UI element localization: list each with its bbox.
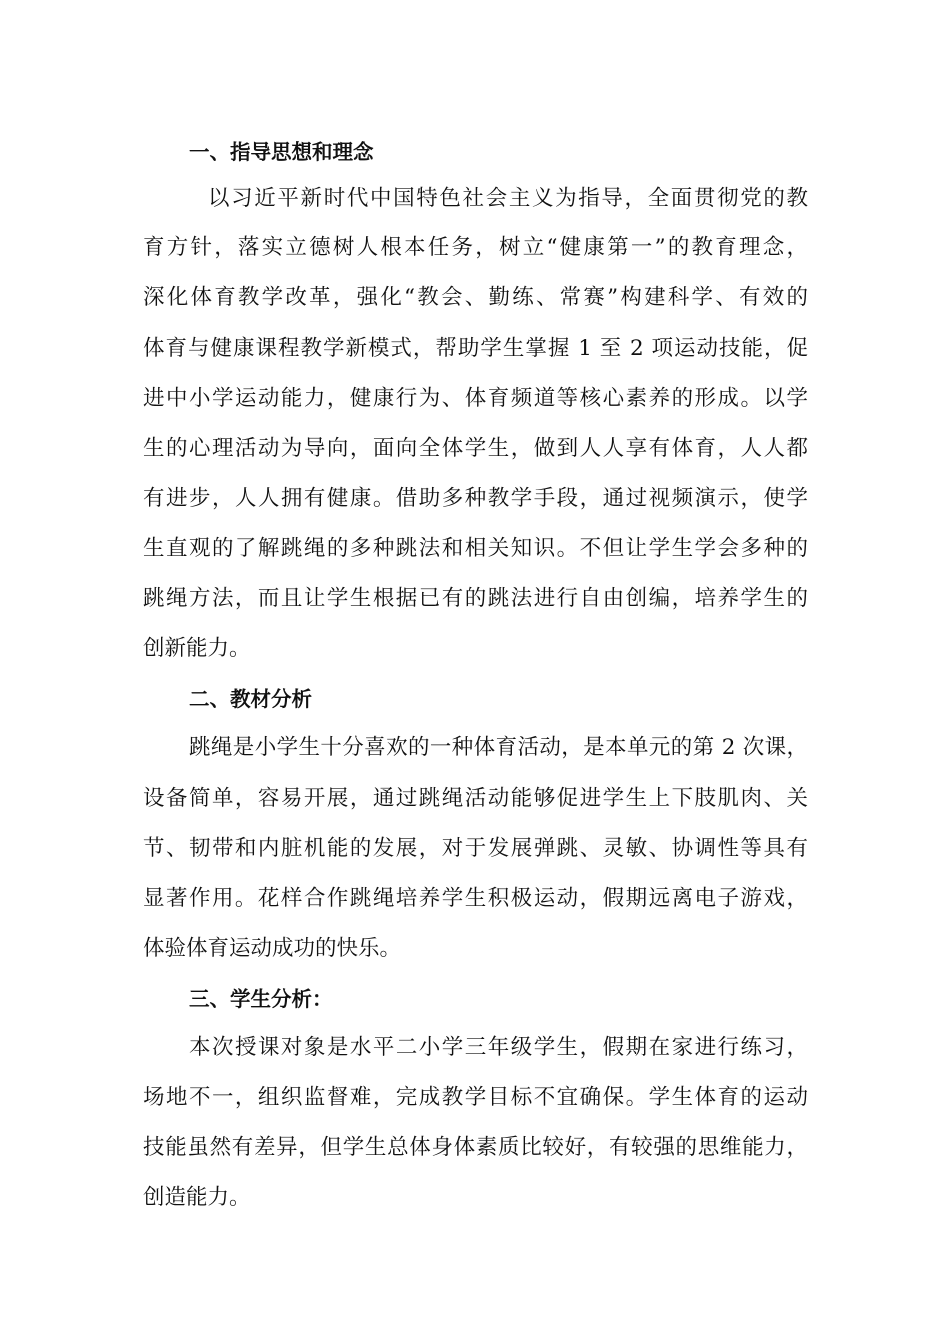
paragraph-line: 创新能力。 — [143, 636, 251, 661]
paragraph-line: 以习近平新时代中国特色社会主义为指导，全面贯彻党的教 — [208, 186, 808, 211]
paragraph-line: 有进步，人人拥有健康。借助多种教学手段，通过视频演示，使学 — [143, 486, 808, 511]
paragraph-line: 技能虽然有差异，但学生总体身体素质比较好，有较强的思维能力， — [143, 1135, 808, 1160]
paragraph-line: 设备简单，容易开展，通过跳绳活动能够促进学生上下肢肌肉、关 — [143, 786, 808, 811]
paragraph-line: 生的心理活动为导向，面向全体学生，做到人人享有体育，人人都 — [143, 436, 808, 461]
paragraph-line: 场地不一，组织监督难，完成教学目标不宜确保。学生体育的运动 — [143, 1085, 808, 1110]
paragraph-line: 育方针，落实立德树人根本任务，树立“健康第一”的教育理念， — [143, 235, 808, 260]
paragraph-line: 进中小学运动能力，健康行为、体育频道等核心素养的形成。以学 — [143, 386, 808, 411]
paragraph-line: 深化体育教学改革，强化“教会、勤练、常赛”构建科学、有效的 — [143, 285, 808, 310]
paragraph-line: 体育与健康课程教学新模式，帮助学生掌握 1 至 2 项运动技能，促 — [143, 336, 808, 361]
paragraph-line: 体验体育运动成功的快乐。 — [143, 936, 402, 961]
paragraph-line: 跳绳方法，而且让学生根据已有的跳法进行自由创编，培养学生的 — [143, 586, 808, 611]
paragraph-line: 显著作用。花样合作跳绳培养学生积极运动，假期远离电子游戏， — [143, 886, 808, 911]
paragraph-line: 跳绳是小学生十分喜欢的一种体育活动，是本单元的第 2 次课， — [189, 735, 808, 760]
paragraph-line: 创造能力。 — [143, 1185, 251, 1210]
paragraph-line: 本次授课对象是水平二小学三年级学生，假期在家进行练习， — [189, 1035, 808, 1060]
paragraph-line: 生直观的了解跳绳的多种跳法和相关知识。不但让学生学会多种的 — [143, 536, 808, 561]
paragraph-line: 节、韧带和内脏机能的发展，对于发展弹跳、灵敏、协调性等具有 — [143, 836, 808, 861]
section-heading-student-analysis: 三、学生分析： — [189, 987, 333, 1011]
section-heading-guiding-ideology: 一、指导思想和理念 — [189, 140, 374, 164]
section-heading-material-analysis: 二、教材分析 — [189, 687, 312, 711]
